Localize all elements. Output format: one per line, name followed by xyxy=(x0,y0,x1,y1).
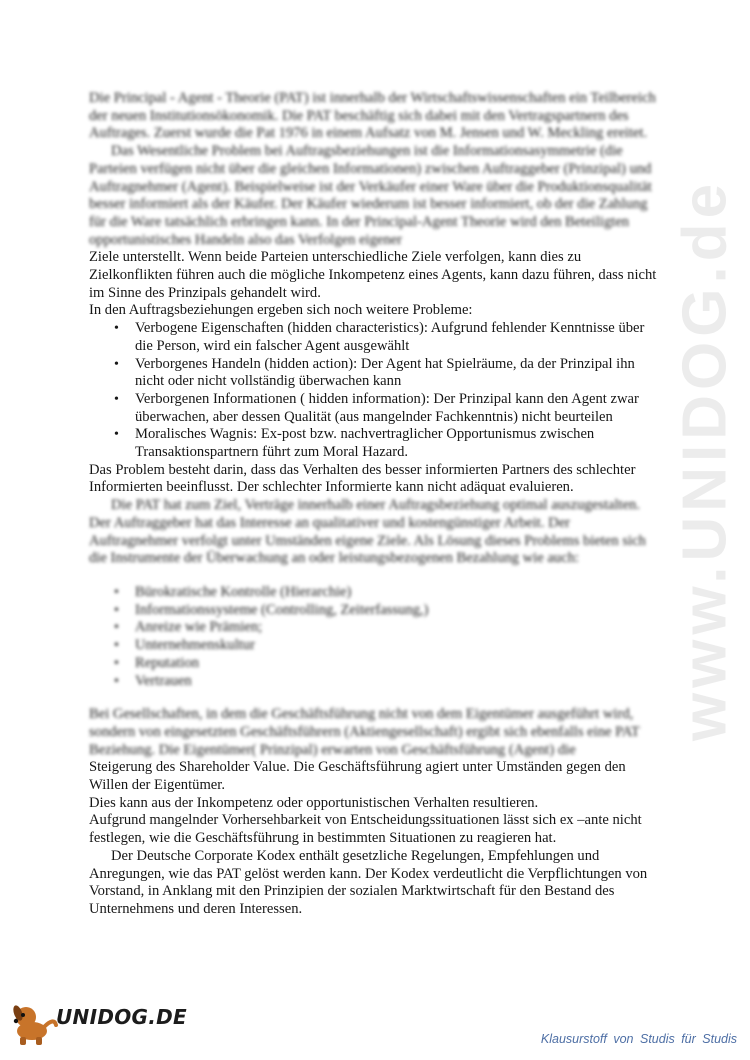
list-item: • Anreize wie Prämien; xyxy=(135,619,661,637)
blurred-middle-section xyxy=(89,497,661,759)
blurred-paragraph-4: Bei Gesellschaften, in dem die Geschäftsführung nicht von dem Eigentümer ausgeführt wird, sondern von eingesetzten Geschäftsführern (Aktiengesellschaft) ergibt sich ebenfalls eine PAT Beziehung. Die Eigentümer( Prinzipal) erwarten von Geschäftsführung (Agent) die xyxy=(89,706,640,758)
list-item: • Bürokratische Kontrolle (Hierarchie) xyxy=(135,584,661,602)
dog-icon xyxy=(6,993,62,1049)
paragraph-shareholder: Steigerung des Shareholder Value. Die Geschäftsführung agiert unter Umständen gegen den Willen der Eigentümer. xyxy=(89,759,626,794)
paragraph-goals: Ziele unterstellt. Wenn beide Parteien unterschiedliche Ziele verfolgen, kann dies zu Zielkonflikten führen auch die mögliche Inkompetenz eines Agents, kann dazu führen, dass nicht im Sinne des Prinzipals gehandelt wird. xyxy=(89,249,657,301)
list-item: • Verborgenen Informationen ( hidden information): Der Prinzipal kann den Agent zwar überwachen, aber dessen Qualität (aus mangelnder Fachkenntnis) nicht beurteilen xyxy=(135,391,661,426)
list-item: • Unternehmenskultur xyxy=(135,637,661,655)
blurred-paragraph-3: Die PAT hat zum Ziel, Verträge innerhalb einer Auftragsbeziehung optimal auszugestalten. Der Auftraggeber hat das Interesse an qualitativer und kostengünstiger Arbeit. Der Auftragnehmer verfolgt unter Umständen eigene Ziele. Als Lösung dieses Problems bieten sich die Instrumente der Überwachung an oder leistungsbezogenen Bezahlung wie auch: xyxy=(89,497,646,567)
blurred-paragraph-2: Das Wesentliche Problem bei Auftragsbeziehungen ist die Informationsasymmetrie (die Parteien verfügen nicht über die gleichen Informationen) zwischen Auftraggeber (Prinzipal) und Auftragnehmer (Agent). Beispielweise ist der Verkäufer einer Ware über die Produktionsqualität besser informiert als der Käufer. Der Käufer wiederum ist besser informiert, ob der die Zahlung für die Ware tatsächlich erbringen kann. In der Principal-Agent Theorie wird den Beteiligten opportunistisches Handeln also das Verfolgen eigener xyxy=(89,143,652,248)
list-item: • Verbogene Eigenschaften (hidden characteristics): Aufgrund fehlender Kenntnisse über die Person, wird ein falscher Agent ausgewählt xyxy=(135,320,661,355)
paragraph-kodex: Der Deutsche Corporate Kodex enthält gesetzliche Regelungen, Empfehlungen und Anregungen, wie das PAT gelöst werden kann. Der Kodex verdeutlicht die Verpflichtungen von Vorstand, in Anklang mit den Prinzipien der sozialen Marktwirtschaft für den Bestand des Unternehmens und deren Interessen. xyxy=(89,847,648,917)
paragraph-unpredictable: Aufgrund mangelnder Vorhersehbarkeit von Entscheidungssituationen lässt sich ex –ante nicht festlegen, wie die Geschäftsführung in bestimmten Situationen zu reagieren hat. xyxy=(89,812,642,847)
problems-list xyxy=(89,320,661,462)
blurred-paragraph-1: Die Principal - Agent - Theorie (PAT) ist innerhalb der Wirtschaftswissenschaften ein Teilbereich der neuen Institutionsökonomik. Die PAT beschäftig sich dabei mit den Vertragspartnern des Auftrages. Zuerst wurde die Pat 1976 in einem Aufsatz von M. Jensen und W. Meckling ereitet. xyxy=(89,90,656,142)
problems-intro: In den Auftragsbeziehungen ergeben sich noch weitere Probleme: xyxy=(89,302,473,319)
blurred-intro xyxy=(89,90,661,249)
list-item: • Vertrauen xyxy=(135,673,661,691)
watermark-text: www.UNIDOG.de xyxy=(670,178,740,742)
problem-summary: Das Problem besteht darin, dass das Verhalten des besser informierten Partners des schlechter Informierten beeinflusst. Der schlechter Informierte kann nicht adäquat evaluieren. xyxy=(89,461,636,496)
footer-tagline: Klausurstoff von Studis für Studis xyxy=(540,1032,737,1046)
unidog-logo xyxy=(6,993,188,1049)
list-item: • Reputation xyxy=(135,655,661,673)
paragraph-reason: Dies kann aus der Inkompetenz oder opportunistischen Verhalten resultieren. xyxy=(89,794,539,811)
logo-text: UNIDOG.DE xyxy=(56,1005,188,1029)
list-item: • Verborgenes Handeln (hidden action): Der Agent hat Spielräume, da der Prinzipal ihn nicht oder nicht vollständig überwachen kann xyxy=(135,356,661,391)
document-body xyxy=(89,90,661,919)
list-item: • Moralisches Wagnis: Ex-post bzw. nachvertraglicher Opportunismus zwischen Transaktionspartnern führt zum Moral Hazard. xyxy=(135,426,661,461)
blurred-list xyxy=(89,584,661,690)
list-item: • Informationssysteme (Controlling, Zeiterfassung,) xyxy=(135,602,661,620)
